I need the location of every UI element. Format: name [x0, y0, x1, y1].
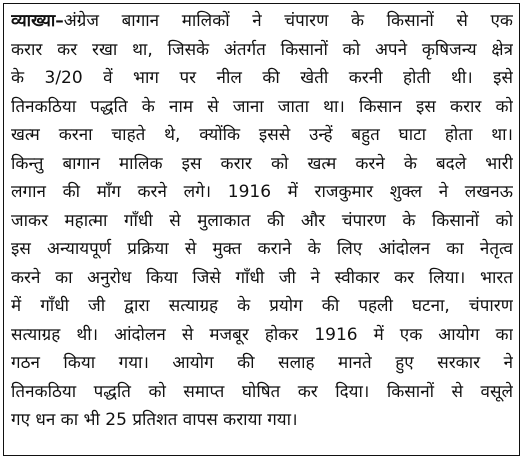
text-line-5: खत्म करना चाहते थे, क्योंकि इससे उन्हें बहुत घाटा होता था।: [11, 125, 513, 145]
text-line-10: करने का अनुरोध किया जिसे गाँधी जी ने स्वीकार कर लिया। भारत: [11, 267, 513, 288]
text-line-7: लगान की माँग करने लगे। 1916 में राजकुमार शुक्ल ने लखनऊ: [11, 182, 513, 202]
text-line-1: [11, 7, 513, 36]
text-line-12: सत्याग्रह थी। आंदोलन से मजबूर होकर 1916 में एक आयोग का: [11, 324, 513, 345]
text-line-9: इस अन्यायपूर्ण प्रक्रिया से मुक्त कराने के लिए आंदोलन का नेतृत्व: [11, 239, 513, 259]
text-line-2: करार कर रखा था, जिसके अंतर्गत किसानों को अपने कृषिजन्य क्षेत्र: [11, 39, 513, 60]
text-line-1-body: अंग्रेज बागान मालिकों ने चंपारण के किसानों से एक: [63, 11, 513, 31]
text-line-8: जाकर महात्मा गाँधी से मुलाकात की और चंपारण के किसानों को: [11, 210, 513, 231]
text-line-11: में गाँधी जी द्वारा सत्याग्रह के प्रयोग की पहली घटना, चंपारण: [11, 296, 513, 316]
explanation-box: [3, 3, 520, 456]
explanation-label: व्याख्या–: [11, 11, 64, 31]
text-line-15: गए धन का भी 25 प्रतिशत वापस कराया गया।: [11, 410, 298, 430]
text-line-4: तिनकठिया पद्धति के नाम से जाना जाता था। किसान इस करार को: [11, 96, 513, 117]
text-line-3: के 3/20 वें भाग पर नील की खेती करनी होती थी। इसे: [11, 68, 513, 88]
text-line-6: किन्तु बागान मालिक इस करार को खत्म करने के बदले भारी: [11, 153, 513, 174]
cutoff-text-fragment: [10, 458, 516, 464]
text-line-13: गठन किया गया। आयोग की सलाह मानते हुए सरकार ने: [11, 353, 513, 373]
text-line-14: तिनकठिया पद्धति को समाप्त घोषित कर दिया। किसानों से वसूले: [11, 381, 513, 402]
